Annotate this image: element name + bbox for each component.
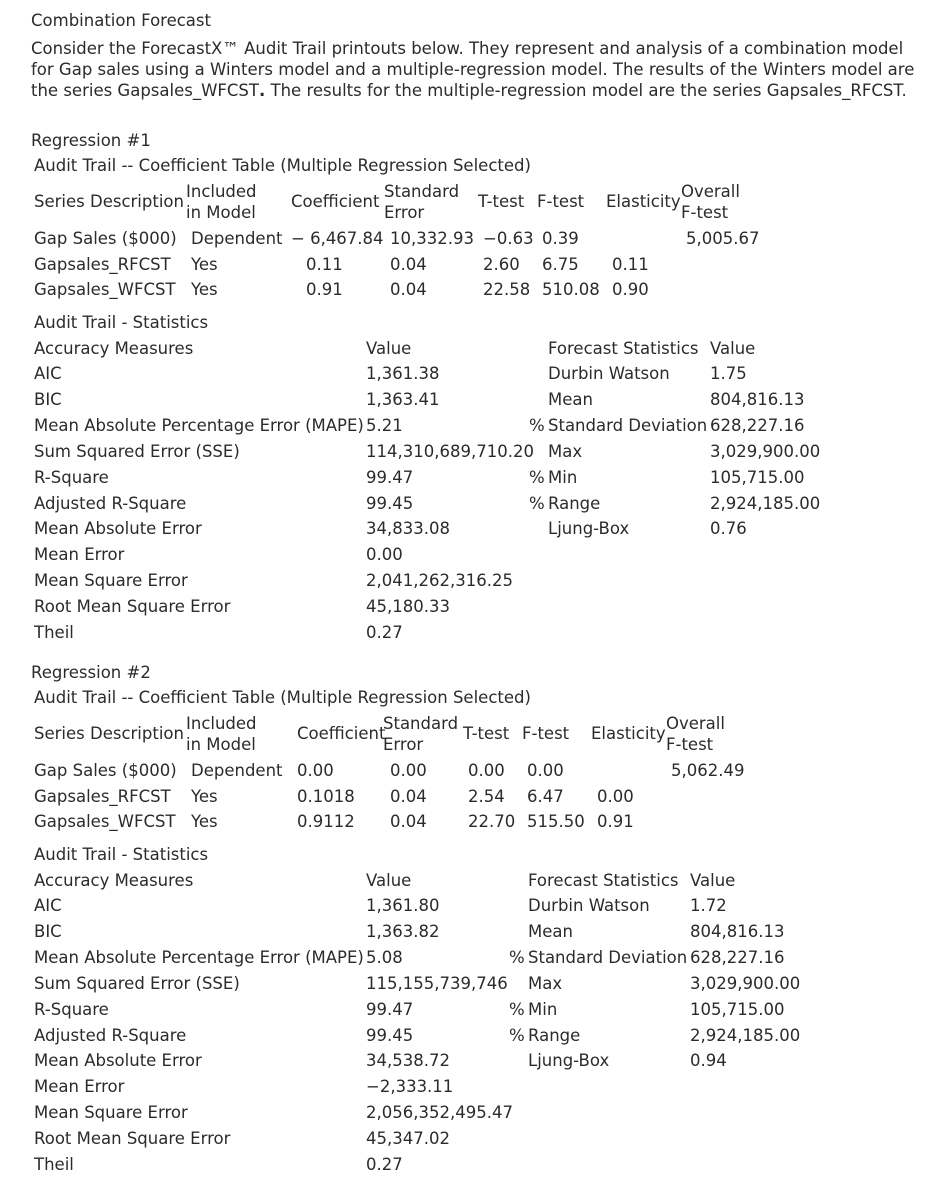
- forecast-value: 0.94: [690, 1051, 727, 1070]
- forecast-value: 1.75: [710, 364, 747, 383]
- forecast-label: Range: [528, 1026, 581, 1045]
- coef-row-included: Yes: [191, 255, 218, 274]
- header-ttest: T-test: [478, 192, 525, 211]
- accuracy-value: 2,041,262,316.25: [366, 571, 513, 590]
- coef-row-overall: 5,005.67: [686, 229, 760, 248]
- forecast-value: 804,816.13: [690, 922, 785, 941]
- coef-row-series: Gap Sales ($000): [34, 229, 177, 248]
- header-overall-line2: F-test: [681, 203, 729, 222]
- accuracy-value: 34,538.72: [366, 1051, 450, 1070]
- accuracy-value: 1,363.82: [366, 922, 440, 941]
- accuracy-value: 0.27: [366, 623, 403, 642]
- coef-row-included: Yes: [191, 787, 218, 806]
- forecast-label: Mean: [548, 390, 593, 409]
- accuracy-label: Mean Error: [34, 1077, 125, 1096]
- coef-row-stderr: 0.04: [390, 280, 427, 299]
- forecast-value: 0.76: [710, 519, 747, 538]
- header-elasticity: Elasticity: [591, 724, 666, 743]
- forecast-label: Min: [548, 468, 578, 487]
- header-included-line2: in Model: [186, 203, 256, 222]
- accuracy-value: 5.21: [366, 416, 403, 435]
- forecast-label: Range: [548, 494, 601, 513]
- coef-row-ttest: 2.60: [483, 255, 520, 274]
- intro-line-3: [31, 81, 907, 101]
- header-included-line1: Included: [186, 714, 257, 733]
- coef-row-coefficient: 0.00: [297, 761, 334, 780]
- forecast-label: Min: [528, 1000, 558, 1019]
- forecast-percent-sign: %: [509, 948, 525, 967]
- accuracy-label: BIC: [34, 922, 62, 941]
- accuracy-label: Root Mean Square Error: [34, 597, 231, 616]
- coef-row-series: Gapsales_RFCST: [34, 255, 171, 274]
- accuracy-value: 1,361.80: [366, 896, 440, 915]
- accuracy-label: Sum Squared Error (SSE): [34, 442, 240, 461]
- coef-row-included: Dependent: [191, 229, 283, 248]
- accuracy-value: 1,363.41: [366, 390, 440, 409]
- forecast-percent-sign: %: [509, 1000, 525, 1019]
- accuracy-label: Theil: [34, 623, 74, 642]
- forecast-label: Standard Deviation: [528, 948, 688, 967]
- accuracy-label: AIC: [34, 896, 62, 915]
- coef-row-elasticity: 0.91: [597, 812, 634, 831]
- header-coefficient: Coefficient: [291, 192, 380, 211]
- coef-row-elasticity: 0.11: [612, 255, 649, 274]
- forecast-percent-sign: %: [529, 416, 545, 435]
- accuracy-value: 1,361.38: [366, 364, 440, 383]
- accuracy-value-header: Value: [366, 339, 412, 358]
- coef-row-series: Gap Sales ($000): [34, 761, 177, 780]
- forecast-percent-sign: %: [529, 494, 545, 513]
- accuracy-label: R-Square: [34, 468, 109, 487]
- forecast-statistics-header: Forecast Statistics: [528, 871, 679, 890]
- coef-row-coefficient: 0.11: [306, 255, 343, 274]
- forecast-label: Max: [548, 442, 583, 461]
- coef-row-ttest: 22.58: [483, 280, 531, 299]
- header-series-description: Series Description: [34, 192, 184, 211]
- accuracy-value: 99.47: [366, 468, 414, 487]
- forecast-label: Durbin Watson: [528, 896, 650, 915]
- accuracy-measures-header: Accuracy Measures: [34, 871, 194, 890]
- intro-line-3c: The results for the multiple-regression model are the series Gapsales_RFCST.: [265, 81, 907, 100]
- accuracy-value: 99.45: [366, 1026, 414, 1045]
- header-overall-line2: F-test: [666, 735, 714, 754]
- forecast-value: 105,715.00: [710, 468, 805, 487]
- header-stderr-line2: Error: [384, 203, 425, 222]
- accuracy-value: 34,833.08: [366, 519, 450, 538]
- coef-row-ftest: 6.47: [527, 787, 564, 806]
- forecast-value: 804,816.13: [710, 390, 805, 409]
- intro-line-3b: .: [258, 81, 266, 100]
- forecast-percent-sign: %: [529, 468, 545, 487]
- header-coefficient: Coefficient: [297, 724, 386, 743]
- forecast-value-header: Value: [690, 871, 736, 890]
- coef-row-elasticity: 0.90: [612, 280, 649, 299]
- coef-row-series: Gapsales_WFCST: [34, 812, 176, 831]
- coef-row-ftest: 6.75: [542, 255, 579, 274]
- forecast-label: Mean: [528, 922, 573, 941]
- forecast-label: Ljung-Box: [548, 519, 630, 538]
- intro-line-2: for Gap sales using a Winters model and a multiple-regression model. The results of the Winters model are: [31, 60, 915, 79]
- coef-row-coefficient: − 6,467.84: [291, 229, 384, 248]
- accuracy-label: AIC: [34, 364, 62, 383]
- accuracy-value: 45,180.33: [366, 597, 450, 616]
- regression-label: Regression #2: [31, 663, 151, 682]
- forecast-value: 2,924,185.00: [690, 1026, 801, 1045]
- accuracy-label: Adjusted R-Square: [34, 494, 187, 513]
- coef-row-stderr: 0.00: [390, 761, 427, 780]
- forecast-percent-sign: %: [509, 1026, 525, 1045]
- header-series-description: Series Description: [34, 724, 184, 743]
- coef-row-ftest: 0.39: [542, 229, 579, 248]
- accuracy-label: Mean Error: [34, 545, 125, 564]
- coef-row-ttest: 0.00: [468, 761, 505, 780]
- header-elasticity: Elasticity: [606, 192, 681, 211]
- forecast-label: Max: [528, 974, 563, 993]
- coef-row-overall: 5,062.49: [671, 761, 745, 780]
- page-title: Combination Forecast: [31, 11, 211, 30]
- accuracy-value: −2,333.11: [366, 1077, 454, 1096]
- header-included-line1: Included: [186, 182, 257, 201]
- header-ftest: F-test: [537, 192, 585, 211]
- header-stderr-line1: Standard: [384, 182, 460, 201]
- forecast-label: Standard Deviation: [548, 416, 708, 435]
- coef-row-included: Yes: [191, 280, 218, 299]
- coef-row-series: Gapsales_WFCST: [34, 280, 176, 299]
- accuracy-label: Sum Squared Error (SSE): [34, 974, 240, 993]
- header-ttest: T-test: [463, 724, 510, 743]
- forecast-value-header: Value: [710, 339, 756, 358]
- coef-row-coefficient: 0.9112: [297, 812, 355, 831]
- accuracy-label: Mean Square Error: [34, 1103, 188, 1122]
- accuracy-value: 114,310,689,710.20: [366, 442, 534, 461]
- accuracy-label: BIC: [34, 390, 62, 409]
- header-included-line2: in Model: [186, 735, 256, 754]
- header-ftest: F-test: [522, 724, 570, 743]
- coef-row-elasticity: 0.00: [597, 787, 634, 806]
- coef-row-coefficient: 0.91: [306, 280, 343, 299]
- accuracy-label: Mean Square Error: [34, 571, 188, 590]
- accuracy-value: 99.45: [366, 494, 414, 513]
- forecast-label: Durbin Watson: [548, 364, 670, 383]
- accuracy-value: 45,347.02: [366, 1129, 450, 1148]
- forecast-value: 105,715.00: [690, 1000, 785, 1019]
- forecast-value: 628,227.16: [710, 416, 805, 435]
- statistics-title: Audit Trail - Statistics: [34, 845, 209, 864]
- coef-row-ttest: 2.54: [468, 787, 505, 806]
- coef-row-ftest: 510.08: [542, 280, 600, 299]
- accuracy-label: Mean Absolute Percentage Error (MAPE): [34, 948, 364, 967]
- forecast-value: 3,029,900.00: [690, 974, 801, 993]
- accuracy-value: 0.27: [366, 1155, 403, 1174]
- accuracy-label: Theil: [34, 1155, 74, 1174]
- forecast-value: 1.72: [690, 896, 727, 915]
- statistics-title: Audit Trail - Statistics: [34, 313, 209, 332]
- accuracy-value: 5.08: [366, 948, 403, 967]
- header-stderr-line2: Error: [383, 735, 424, 754]
- header-overall-line1: Overall: [681, 182, 740, 201]
- forecast-label: Ljung-Box: [528, 1051, 610, 1070]
- coef-row-ftest: 515.50: [527, 812, 585, 831]
- forecast-value: 2,924,185.00: [710, 494, 821, 513]
- accuracy-label: Root Mean Square Error: [34, 1129, 231, 1148]
- forecast-value: 628,227.16: [690, 948, 785, 967]
- accuracy-label: Mean Absolute Error: [34, 519, 202, 538]
- coef-row-stderr: 10,332.93: [390, 229, 474, 248]
- coef-row-stderr: 0.04: [390, 812, 427, 831]
- regression-label: Regression #1: [31, 131, 151, 150]
- coef-row-series: Gapsales_RFCST: [34, 787, 171, 806]
- accuracy-value: 0.00: [366, 545, 403, 564]
- coef-row-included: Yes: [191, 812, 218, 831]
- accuracy-label: Adjusted R-Square: [34, 1026, 187, 1045]
- coef-row-ttest: 22.70: [468, 812, 516, 831]
- coefficient-table-title: Audit Trail -- Coefficient Table (Multiple Regression Selected): [34, 156, 531, 175]
- intro-line-3a: the series Gapsales_WFCST: [31, 81, 259, 100]
- forecast-value: 3,029,900.00: [710, 442, 821, 461]
- coef-row-ttest: −0.63: [483, 229, 534, 248]
- coef-row-coefficient: 0.1018: [297, 787, 355, 806]
- accuracy-value: 99.47: [366, 1000, 414, 1019]
- accuracy-label: R-Square: [34, 1000, 109, 1019]
- forecast-statistics-header: Forecast Statistics: [548, 339, 699, 358]
- accuracy-value-header: Value: [366, 871, 412, 890]
- coef-row-stderr: 0.04: [390, 787, 427, 806]
- coef-row-included: Dependent: [191, 761, 283, 780]
- header-overall-line1: Overall: [666, 714, 725, 733]
- accuracy-value: 115,155,739,746: [366, 974, 508, 993]
- coef-row-ftest: 0.00: [527, 761, 564, 780]
- accuracy-label: Mean Absolute Error: [34, 1051, 202, 1070]
- accuracy-measures-header: Accuracy Measures: [34, 339, 194, 358]
- accuracy-label: Mean Absolute Percentage Error (MAPE): [34, 416, 364, 435]
- intro-line-1: Consider the ForecastX™ Audit Trail printouts below. They represent and analysis of a combination model: [31, 39, 904, 58]
- coef-row-stderr: 0.04: [390, 255, 427, 274]
- header-stderr-line1: Standard: [383, 714, 459, 733]
- accuracy-value: 2,056,352,495.47: [366, 1103, 513, 1122]
- coefficient-table-title: Audit Trail -- Coefficient Table (Multiple Regression Selected): [34, 688, 531, 707]
